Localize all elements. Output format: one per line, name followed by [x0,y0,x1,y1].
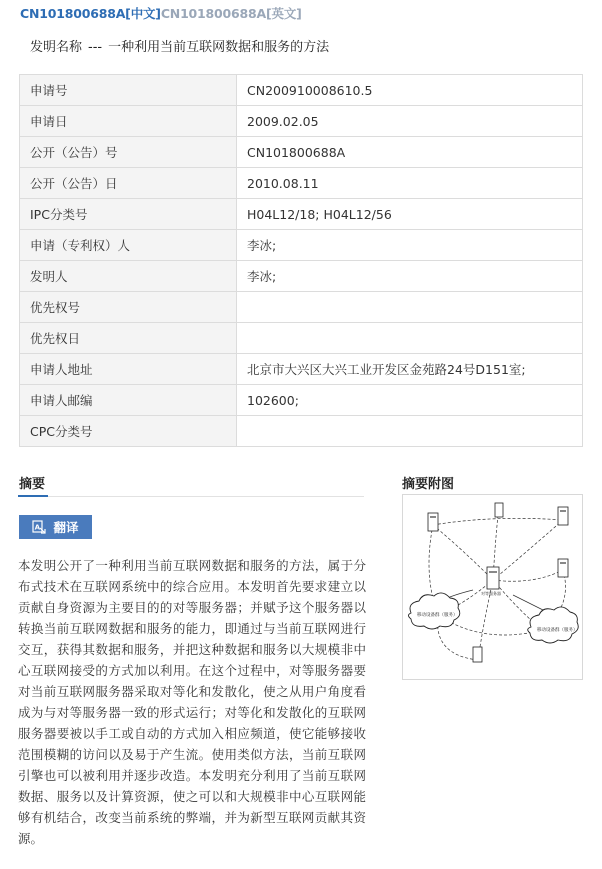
abstract-figure[interactable] [402,494,583,680]
info-row [20,385,583,416]
info-value: 2009.02.05 [237,106,583,137]
info-value: CN200910008610.5 [237,75,583,106]
info-row [20,416,583,447]
info-value: 李冰; [237,261,583,292]
info-key: 发明人 [20,261,237,292]
invention-title-label: 发明名称 [30,40,83,55]
invention-title-text: 一种利用当前互联网数据和服务的方法 [108,40,330,55]
svg-text:A: A [35,523,41,532]
abstract-text: 本发明公开了一种利用当前互联网数据和服务的方法，属于分布式技术在互联网系统中的综合应用。本发明首先要求建立以贡献自身资源为主要目的的对等服务器；并赋予这个服务器以转换当前互联网数据和服务的能力，即通过与当前互联网进行交互，获得其数据和服务，并把这种数据和服务以大规模非中心互联网接受的方式加以利用。在这个过程中，对等服务器要对当前互联网服务器采取对等化和发散化，使之从用户角度看成为与对等服务器一致的形式运行；对等化和发散化的互联网服务器要被以手工或自动的方式加入相应频道，使它能够接收范围模糊的访问以及易于产生流。使用类似方法，当前互联网引擎也可以被利用并逐步改造。本发明充分利用了当前互联网数据、服务以及计算资源，使之可以和大规模非中心互联网能够有机结合，改变当前系统的弊端，并为新型互联网贡献其资源。 [18,558,366,846]
info-key: 公开（公告）日 [20,168,237,199]
info-row [20,199,583,230]
invention-title-row [30,36,329,55]
info-key: 优先权日 [20,323,237,354]
cloud-label-right: 移动设备群（服务） [537,628,578,633]
info-row [20,354,583,385]
info-row [20,168,583,199]
bibliographic-table [19,74,583,447]
info-value [237,292,583,323]
info-row [20,323,583,354]
server-shading [430,510,566,573]
info-value: 2010.08.11 [237,168,583,199]
info-value: CN101800688A [237,137,583,168]
translate-label: 翻译 [53,520,79,535]
info-value [237,323,583,354]
figure-heading: 摘要附图 [402,477,455,492]
info-value [237,416,583,447]
info-key: 申请人地址 [20,354,237,385]
info-key: 申请日 [20,106,237,137]
info-row [20,75,583,106]
info-row [20,261,583,292]
info-value: 102600; [237,385,583,416]
info-row [20,230,583,261]
network-diagram [403,495,582,679]
info-key: 申请人邮编 [20,385,237,416]
info-row [20,137,583,168]
info-key: CPC分类号 [20,416,237,447]
info-value: H04L12/18; H04L12/56 [237,199,583,230]
abstract-divider [18,496,364,497]
cloud-label-left: 移动设备群（服务） [417,613,458,618]
info-row [20,292,583,323]
patent-language-links [20,4,302,22]
central-server-label: 对等服务器 [481,591,501,596]
info-key: 申请（专利权）人 [20,230,237,261]
info-row [20,106,583,137]
info-key: 申请号 [20,75,237,106]
info-key: IPC分类号 [20,199,237,230]
info-key: 优先权号 [20,292,237,323]
translate-icon [32,520,46,534]
translate-button[interactable] [19,515,92,539]
abstract-heading: 摘要 [19,477,46,492]
info-key: 公开（公告）号 [20,137,237,168]
abstract-divider-accent [18,495,48,497]
info-value: 北京市大兴区大兴工业开发区金苑路24号D151室; [237,354,583,385]
info-value: 李冰; [237,230,583,261]
patent-cn-link[interactable]: CN101800688A[中文] [20,6,161,21]
title-separator: --- [88,40,103,55]
patent-en-link[interactable]: CN101800688A[英文] [160,6,302,21]
